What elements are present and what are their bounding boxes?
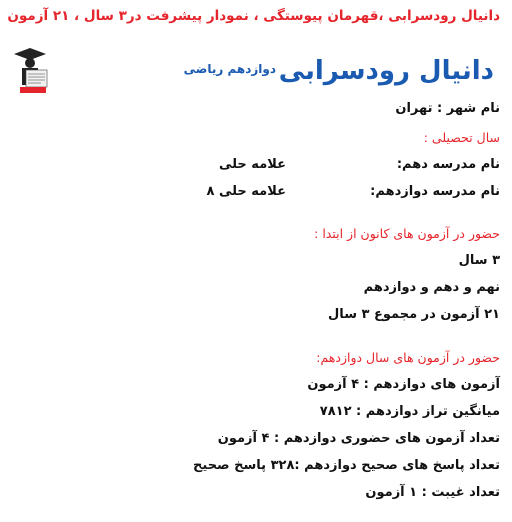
participation-grades: نهم و دهم و دوازدهم [363,280,500,295]
grade12-in-person-exams: تعداد آزمون های حضوری دوازدهم : ۴ آزمون [217,431,500,446]
participation-years: ۳ سال [458,253,500,268]
absence-count: تعداد غیبت : ۱ آزمون [365,485,500,500]
participation-total: ۲۱ آزمون در مجموع ۳ سال [328,307,500,322]
grade12-correct-answers: تعداد پاسخ های صحیح دوازدهم :۳۲۸ پاسخ صحیح [193,458,500,473]
headline: دانیال رودسرابی ،قهرمان پیوستگی ، نمودار پیشرفت در۳ سال ، ۲۱ آزمون [7,8,500,24]
school12-value: علامه حلی ۸ [206,184,286,199]
grade12-heading: حضور در آزمون های سال دوازدهم: [316,350,500,365]
city-line: نام شهر : تهران [395,101,500,116]
student-name: دانیال رودسرابی [278,56,494,86]
field-of-study: دوازدهم ریاضی [183,62,276,76]
edu-year-heading: سال تحصیلی : [423,130,500,145]
school12-label: نام مدرسه دوازدهم: [370,184,500,199]
graduate-logo-icon [8,46,50,94]
grade12-average-level: میانگین تراز دوازدهم : ۷۸۱۲ [319,404,500,419]
participation-heading: حضور در آزمون های کانون از ابتدا : [314,226,500,241]
school10-label: نام مدرسه دهم: [396,157,500,172]
school10-value: علامه حلی [218,157,286,172]
grade12-exams: آزمون های دوازدهم : ۴ آزمون [307,377,500,392]
